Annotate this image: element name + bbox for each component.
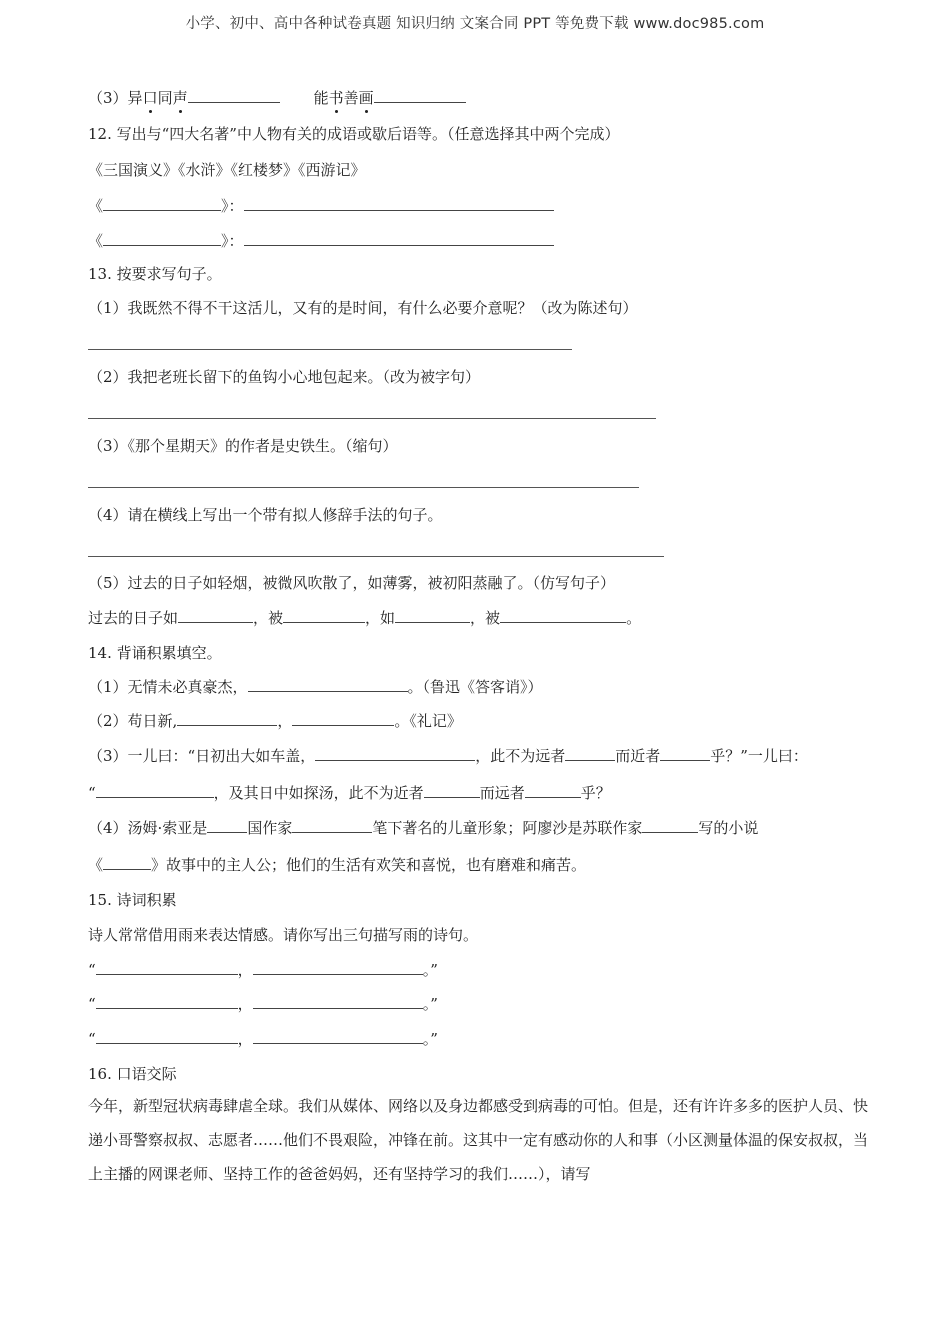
answer-blank[interactable] [177,711,277,726]
poem-blank[interactable] [96,960,238,975]
q13-sentence-4: （4）请在横线上写出一个带有拟人修辞手法的句子。 [88,506,443,524]
answer-blank[interactable] [374,88,466,103]
answer-line[interactable] [88,556,664,557]
q14-item-2: （2）苟日新, ， 。《礼记》 [88,712,462,730]
q14-item-4-cont: 《 》故事中的主人公；他们的生活有欢笑和喜悦，也有磨难和痛苦。 [88,856,587,874]
question-16-title: 16. 口语交际 [88,1065,177,1083]
answer-blank[interactable] [395,608,470,623]
q16-paragraph: 今年，新型冠状病毒肆虐全球。我们从媒体、网络以及身边都感受到病毒的可怕。但是，还有许许多多的医护人员、快递小哥警察叔叔、志愿者……他们不畏艰险，冲锋在前。这其中一定有感动你的人和事（小区测量体温的保安叔叔，当上主播的网课老师、坚持工作的爸爸妈妈，还有坚持学习的我们……），请写 [88,1097,869,1183]
q12-answer-row: 《 》： [88,196,554,216]
answer-line[interactable] [88,487,639,488]
answer-blank[interactable] [103,855,151,870]
answer-blank[interactable] [565,746,615,761]
q13-sentence-3: （3）《那个星期天》的作者是史铁生。（缩句） [88,437,398,455]
idiom-1: 异口同声 [127,89,188,107]
poem-blank[interactable] [253,1029,423,1044]
answer-blank[interactable] [525,783,581,798]
question-12-title: 12. 写出与“四大名著”中人物有关的成语或歇后语等。（任意选择其中两个完成） [88,125,620,143]
q11-item-3: （3）异口同声 能书善画 [88,88,466,108]
poem-blank[interactable] [96,994,238,1009]
q14-item-1: （1）无情未必真豪杰， 。（鲁迅《答客诮》） [88,678,543,696]
q14-item-3-cont: “ ，及其日中如探汤，此不为近者 而远者 乎？ [88,784,611,802]
q13-sentence-2: （2）我把老班长留下的鱼钩小心地包起来。（改为被字句） [88,368,481,386]
q12-answer-row: 《 》： [88,231,554,251]
idiom-2: 能书善画 [313,89,374,107]
poem-line-row: “ ， 。” [88,1030,438,1048]
book-name-blank[interactable] [103,196,221,211]
answer-blank[interactable] [188,88,280,103]
answer-blank[interactable] [292,818,372,833]
poem-line-row: “ ， 。” [88,995,438,1013]
answer-blank[interactable] [660,746,710,761]
answer-line[interactable] [88,349,572,350]
q13-imitation-row: 过去的日子如 ，被 ，如 ，被 。 [88,609,642,627]
answer-blank[interactable] [642,818,698,833]
q14-item-4: （4）汤姆·索亚是 国作家 笔下著名的儿童形象；阿廖沙是苏联作家 写的小说 [88,819,759,837]
question-15-title: 15. 诗词积累 [88,891,177,909]
q14-item-3: （3）一儿曰：“日初出大如车盖， ，此不为远者 而近者 乎？”一儿曰： [88,747,808,765]
idiom-blank[interactable] [244,196,554,211]
answer-blank[interactable] [500,608,626,623]
question-14-title: 14. 背诵积累填空。 [88,644,222,662]
answer-blank[interactable] [178,608,253,623]
poem-blank[interactable] [253,994,423,1009]
four-classics-list: 《三国演义》《水浒》《红楼梦》《西游记》 [88,161,366,179]
answer-blank[interactable] [248,677,408,692]
question-13-title: 13. 按要求写句子。 [88,265,222,283]
answer-blank[interactable] [96,783,214,798]
book-name-blank[interactable] [103,231,221,246]
q13-sentence-1: （1）我既然不得不干这活儿，又有的是时间，有什么必要介意呢？（改为陈述句） [88,299,638,317]
poem-blank[interactable] [96,1029,238,1044]
poem-blank[interactable] [253,960,423,975]
answer-blank[interactable] [292,711,394,726]
answer-blank[interactable] [207,818,247,833]
q13-sentence-5: （5）过去的日子如轻烟，被微风吹散了，如薄雾，被初阳蒸融了。（仿写句子） [88,574,616,592]
idiom-blank[interactable] [244,231,554,246]
page-header: 小学、初中、高中各种试卷真题 知识归纳 文案合同 PPT 等免费下载 www.doc985.com [185,16,765,32]
poem-line-row: “ ， 。” [88,961,438,979]
answer-blank[interactable] [424,783,480,798]
q15-prompt: 诗人常常借用雨来表达情感。请你写出三句描写雨的诗句。 [88,926,479,944]
answer-blank[interactable] [315,746,475,761]
answer-blank[interactable] [283,608,365,623]
answer-line[interactable] [88,418,656,419]
